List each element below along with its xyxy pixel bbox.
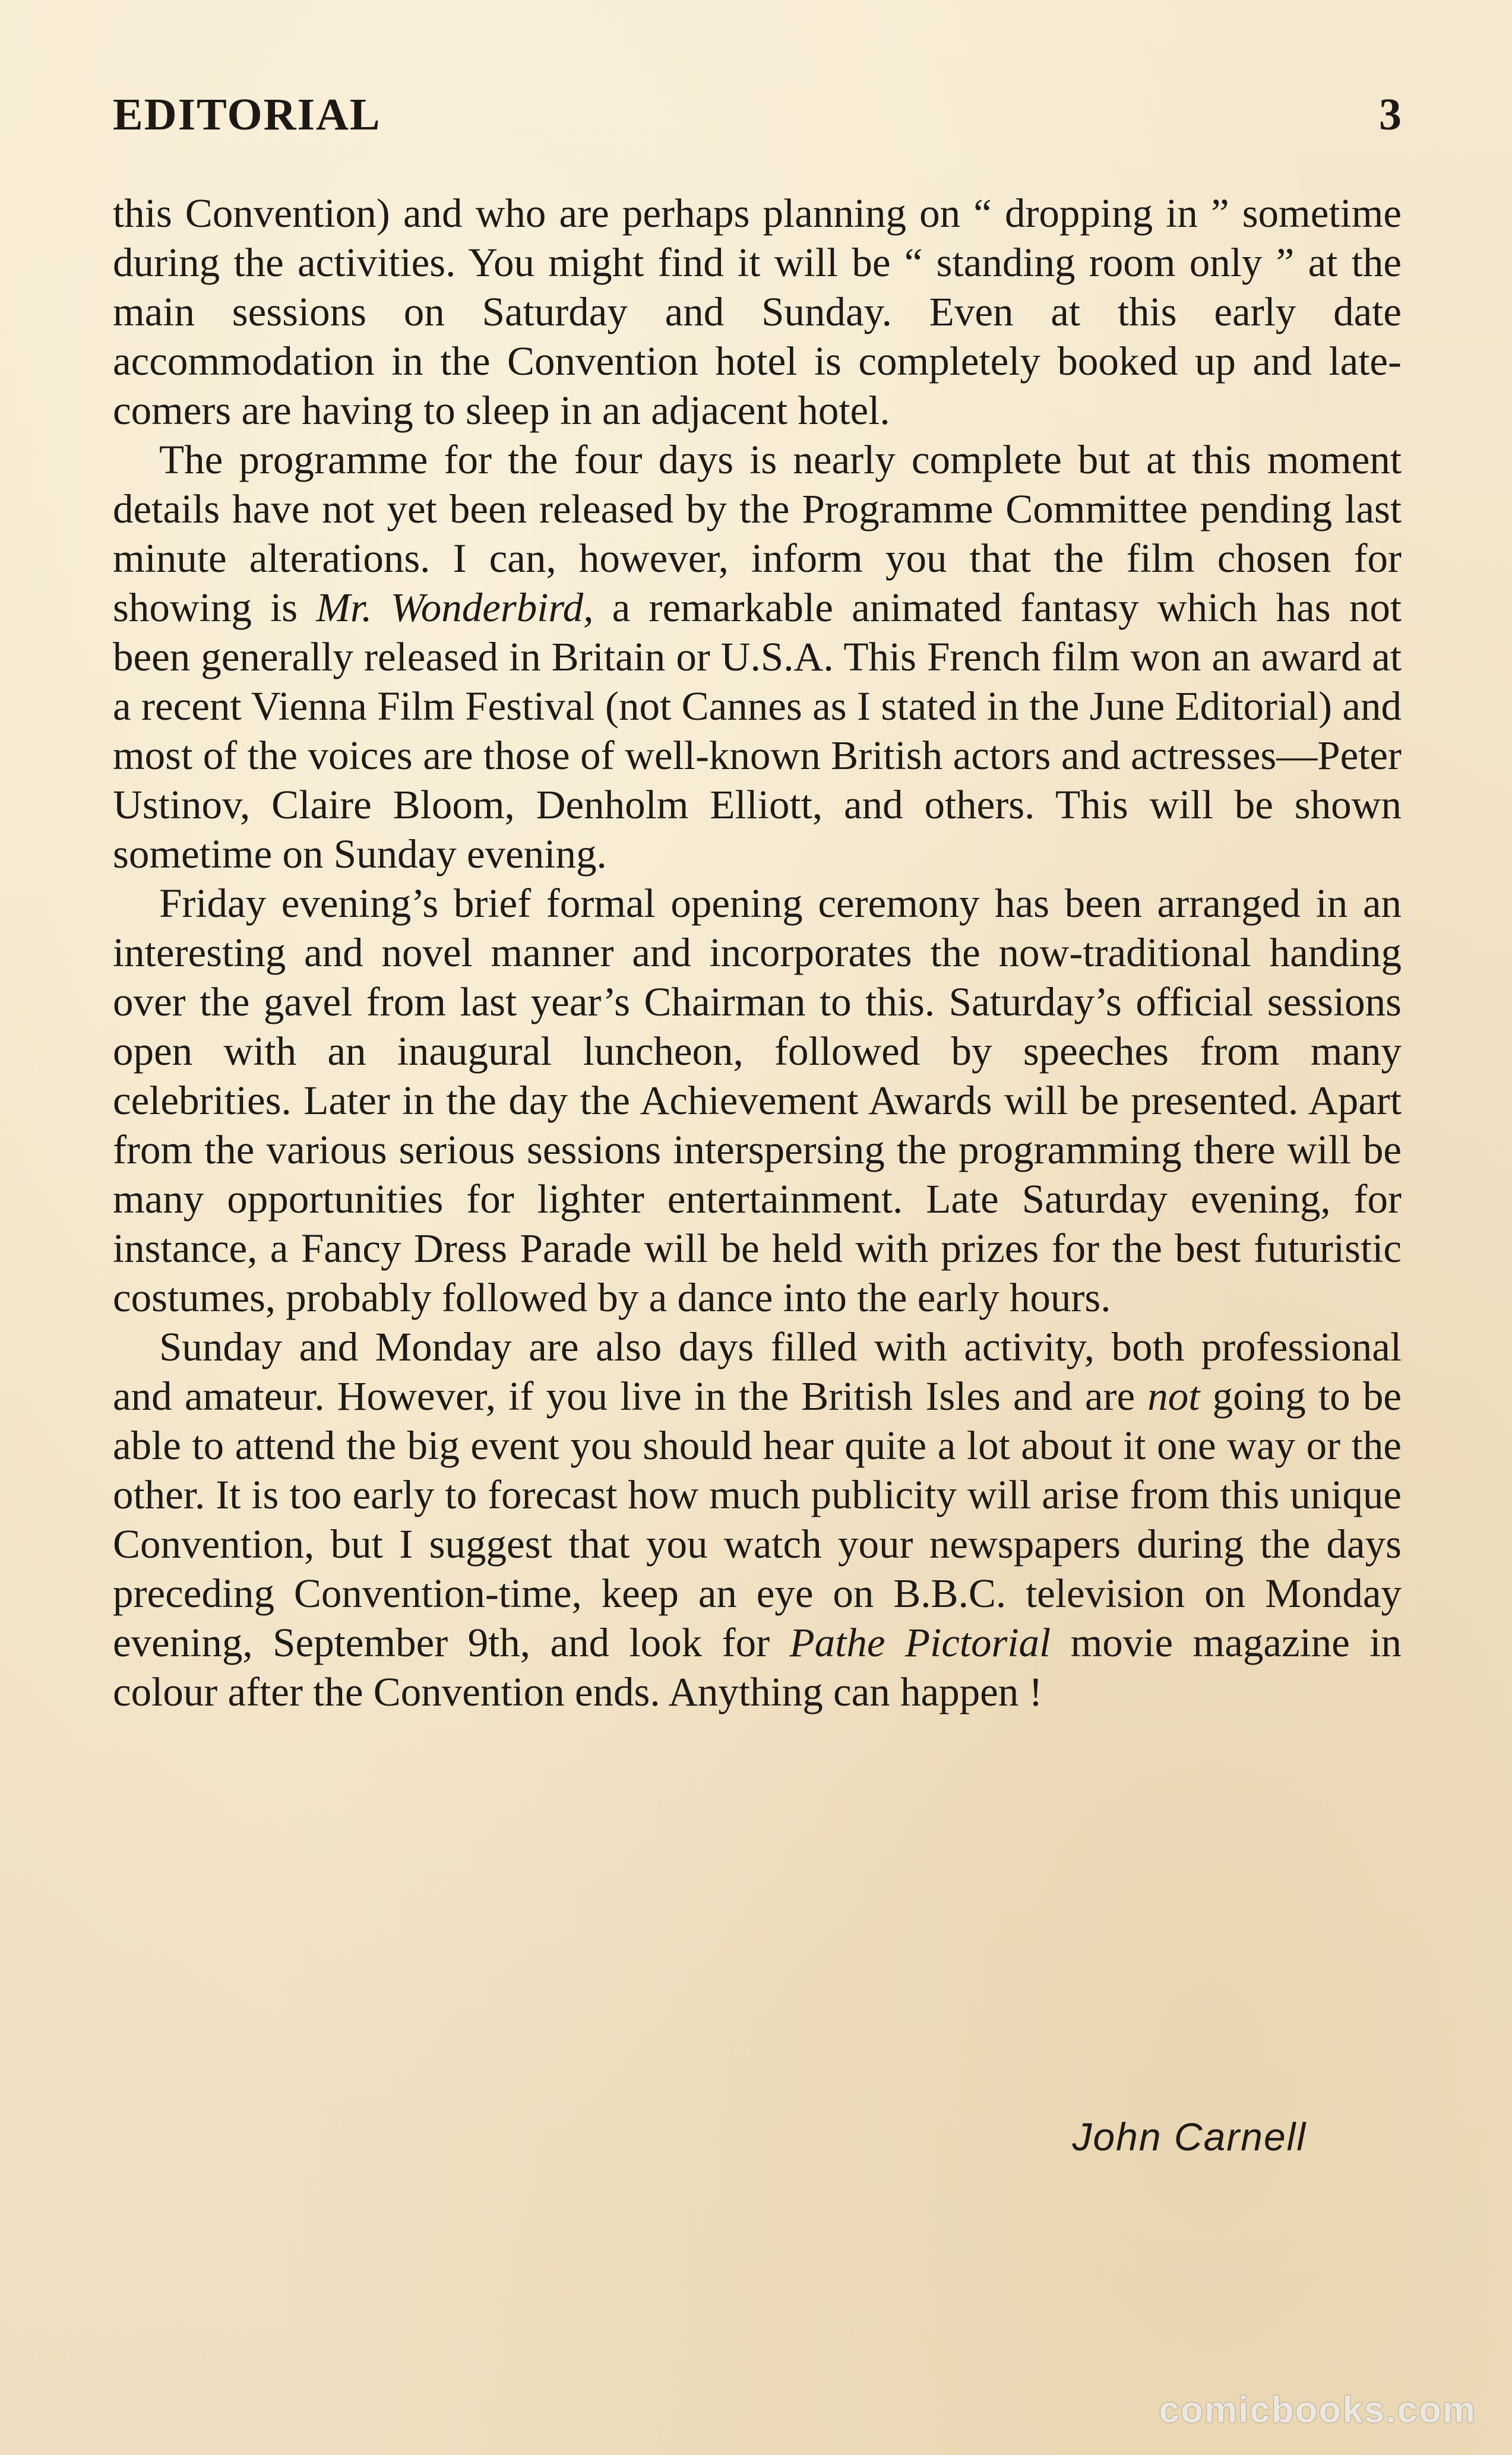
paragraph-text: going to be able to attend the big event you should hear quite a lot about it one way or the other. It is too early to forecast how much publicity will arise from this unique Convention, but I suggest that you watch your newspapers during the days preceding Convention-time, keep an eye on B.B.C. television on Monday evening, September 9th, and look for bbox=[113, 1374, 1402, 1665]
paragraph bbox=[113, 189, 1402, 435]
page-header bbox=[113, 89, 1402, 154]
paragraph bbox=[113, 435, 1402, 879]
editorial-body bbox=[113, 189, 1402, 1717]
paragraph-text: this Convention) and who are perhaps planning on “ dropping in ” sometime during the activities. You might find it will be “ standing room only ” at the main sessions on Saturday and Sunday. Even at this early date accommodation in the Convention hotel is completely booked up and late-comers are having to sleep in an adjacent hotel. bbox=[113, 191, 1402, 433]
paragraph-text: The programme for the four days is nearly complete but at this moment details have not yet been released by the Programme Committee pending last minute alterations. I can, however, inform you that the film chosen for showing is bbox=[113, 437, 1402, 630]
running-head: EDITORIAL bbox=[113, 90, 381, 140]
paragraph-text: a remarkable animated fantasy which has not been generally released in Britain or U.S.A. This French film won an award at a recent Vienna Film Festival (not Cannes as I stated in the June Editorial) and most of the voices are those of well-known British actors and actresses—Peter Ustinov, Claire Bloom, Denholm Elliott, and others. This will be shown sometime on Sunday evening. bbox=[113, 585, 1402, 877]
paragraph-text: Sunday and Monday are also days filled with activity, both professional and amateur. However, if you live in the British Isles and are bbox=[113, 1324, 1402, 1419]
page-number: 3 bbox=[1379, 90, 1402, 140]
paragraph bbox=[113, 1323, 1402, 1717]
emphasis: not bbox=[1147, 1374, 1200, 1419]
paragraph bbox=[113, 879, 1402, 1323]
watermark: comicbooks.com bbox=[1159, 2390, 1476, 2431]
paragraph-text: movie magazine in colour after the Convention ends. Anything can happen ! bbox=[113, 1620, 1402, 1714]
signature: John Carnell bbox=[1072, 2115, 1307, 2159]
magazine-title: Pathe Pictorial bbox=[789, 1620, 1051, 1665]
film-title: Mr. Wonderbird, bbox=[316, 585, 594, 630]
paragraph-text: Friday evening’s brief formal opening ceremony has been arranged in an interesting and novel manner and incorporates the now-traditional handing over the gavel from last year’s Chairman to this. Saturday’s official sessions open with an inaugural luncheon, followed by speeches from many celebrities. Later in the day the Achievement Awards will be presented. Apart from the various serious sessions interspersing the programming there will be many opportunities for lighter entertainment. Late Saturday evening, for instance, a Fancy Dress Parade will be held with prizes for the best futuristic costumes, probably followed by a dance into the early hours. bbox=[113, 881, 1402, 1320]
